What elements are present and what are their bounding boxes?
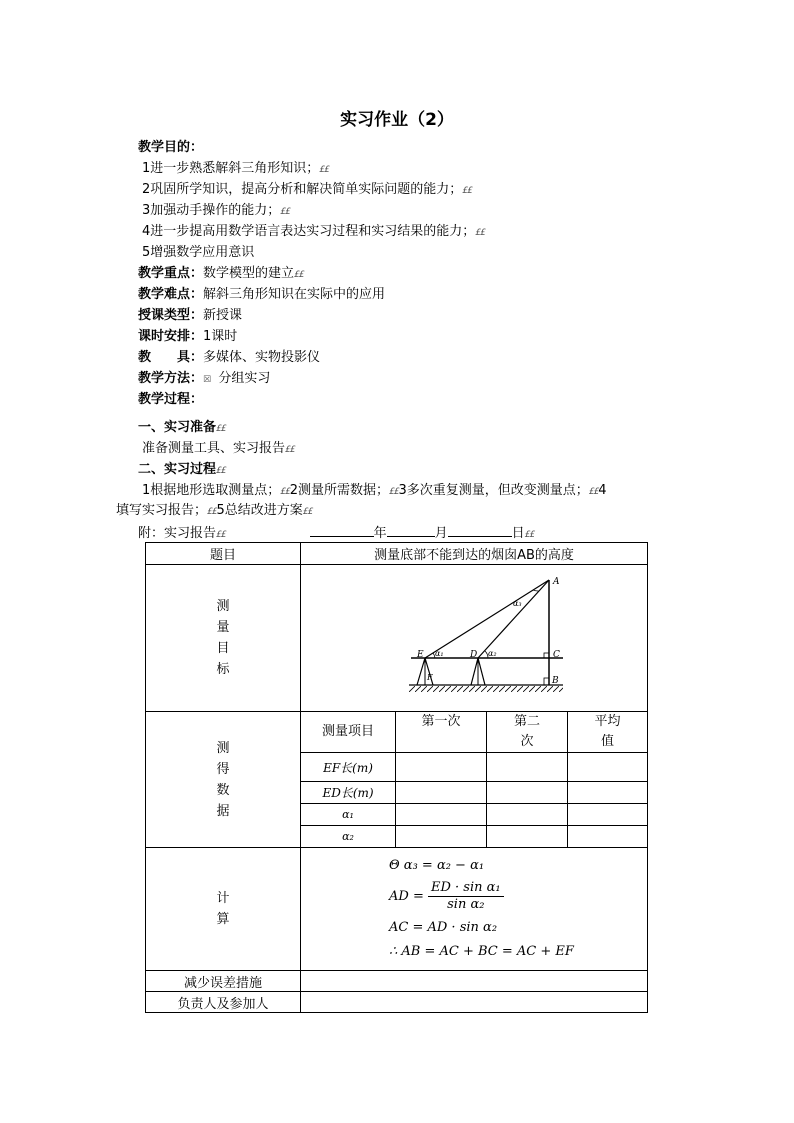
label-a: A xyxy=(553,576,560,587)
tripod-d xyxy=(471,658,478,685)
data-cell[interactable] xyxy=(568,782,648,804)
info-schedule: 课时安排：1课时 xyxy=(138,329,238,344)
info-difficulty: 教学难点：解斜三角形知识在实际中的应用 xyxy=(138,287,386,302)
data-cell[interactable] xyxy=(487,782,568,804)
calc-cell xyxy=(301,848,648,971)
data-cell[interactable] xyxy=(568,804,648,826)
info-key-point: 教学重点：数学模型的建立££ xyxy=(138,266,304,281)
formula-2: AD = $\frac{\text{ED · sin α₁}}{\text{sin α₂}}$ xyxy=(389,878,647,916)
people-value-cell[interactable] xyxy=(301,992,648,1013)
formula-4: ∴ AB = AC + BC = AC + EF xyxy=(389,944,574,959)
data-cell[interactable] xyxy=(487,826,568,848)
col-header-average: 平均值 xyxy=(568,712,648,753)
formula-1: Θ α₃ = α₂ − α₁ xyxy=(389,858,485,873)
objective-item: 3加强动手操作的能力；££ xyxy=(142,203,290,218)
objective-item: 1进一步熟悉解斜三角形知识；££ xyxy=(142,161,329,176)
topic-label: 题目 xyxy=(146,543,301,565)
objective-item: 5增强数学应用意识 xyxy=(142,245,255,260)
report-table xyxy=(145,542,648,1013)
label-alpha1: α₁ xyxy=(435,648,444,658)
data-cell[interactable] xyxy=(396,782,487,804)
prep-heading: 一、实习准备££ xyxy=(138,420,226,435)
table-row xyxy=(146,712,648,753)
data-cell[interactable] xyxy=(568,826,648,848)
year-blank[interactable] xyxy=(310,524,374,537)
arc-alpha3 xyxy=(533,590,539,591)
table-row xyxy=(146,565,648,712)
info-tools: 教 具：多媒体、实物投影仪 xyxy=(138,350,321,365)
process-heading: 二、实习过程££ xyxy=(138,462,226,477)
info-method: 教学方法：☒ 分组实习 xyxy=(138,371,271,386)
data-cell[interactable] xyxy=(396,753,487,782)
label-alpha2: α₂ xyxy=(488,648,497,658)
formula-3: AC = AD · sin α₂ xyxy=(389,920,498,935)
row-alpha2-label: α₂ xyxy=(301,826,396,848)
data-cell[interactable] xyxy=(396,826,487,848)
process-line-1: 1根据地形选取测量点；££2测量所需数据；££3多次重复测量，但改变测量点；££4 xyxy=(142,483,607,498)
col-header-item: 测量项目 xyxy=(301,712,396,753)
day-blank[interactable] xyxy=(448,524,512,537)
target-diagram-cell xyxy=(301,565,648,712)
month-blank[interactable] xyxy=(387,524,435,537)
row-ef-label: EF长(m) xyxy=(301,753,396,782)
col-header-second: 第二次 xyxy=(487,712,568,753)
table-row xyxy=(146,543,648,565)
objectives-heading: 教学目的： xyxy=(138,140,204,155)
page-title: 实习作业（2） xyxy=(340,110,454,130)
report-header: 附：实习报告££ 年 月 日££ xyxy=(138,526,535,541)
label-b: B xyxy=(552,675,559,686)
label-alpha3: α₃ xyxy=(513,598,522,608)
table-row xyxy=(146,992,648,1013)
data-label: 测 得 数 据 xyxy=(146,712,301,848)
data-cell[interactable] xyxy=(487,753,568,782)
sight-line-ea xyxy=(425,580,549,658)
people-label: 负责人及参加人 xyxy=(146,992,301,1013)
target-label: 测 量 目 标 xyxy=(146,565,301,712)
process-line-2: 填写实习报告；££5总结改进方案££ xyxy=(116,503,313,518)
info-lesson-type: 授课类型：新授课 xyxy=(138,308,243,323)
table-row xyxy=(146,971,648,992)
calc-label: 计 算 xyxy=(146,848,301,971)
data-cell[interactable] xyxy=(568,753,648,782)
col-header-first: 第一次 xyxy=(396,712,487,753)
topic-value: 测量底部不能到达的烟囱AB的高度 xyxy=(301,543,648,565)
data-cell[interactable] xyxy=(487,804,568,826)
objective-item: 2巩固所学知识，提高分析和解决简单实际问题的能力；££ xyxy=(142,182,472,197)
table-row xyxy=(146,848,648,971)
formula-block xyxy=(301,854,647,964)
label-f: F xyxy=(427,672,433,682)
label-e: E xyxy=(417,649,424,660)
data-cell[interactable] xyxy=(396,804,487,826)
prep-text: 准备测量工具、实习报告££ xyxy=(142,441,295,456)
ground-hatch xyxy=(409,686,563,692)
row-alpha1-label: α₁ xyxy=(301,804,396,826)
sight-line-da xyxy=(478,580,549,658)
tripod-e xyxy=(417,658,425,685)
error-label: 减少误差措施 xyxy=(146,971,301,992)
chimney-diagram xyxy=(301,566,647,711)
row-ed-label: ED长(m) xyxy=(301,782,396,804)
info-process: 教学过程： xyxy=(138,392,204,407)
label-c: C xyxy=(553,649,560,660)
label-d: D xyxy=(470,649,478,660)
objective-item: 4进一步提高用数学语言表达实习过程和实习结果的能力；££ xyxy=(142,224,485,239)
error-value-cell[interactable] xyxy=(301,971,648,992)
